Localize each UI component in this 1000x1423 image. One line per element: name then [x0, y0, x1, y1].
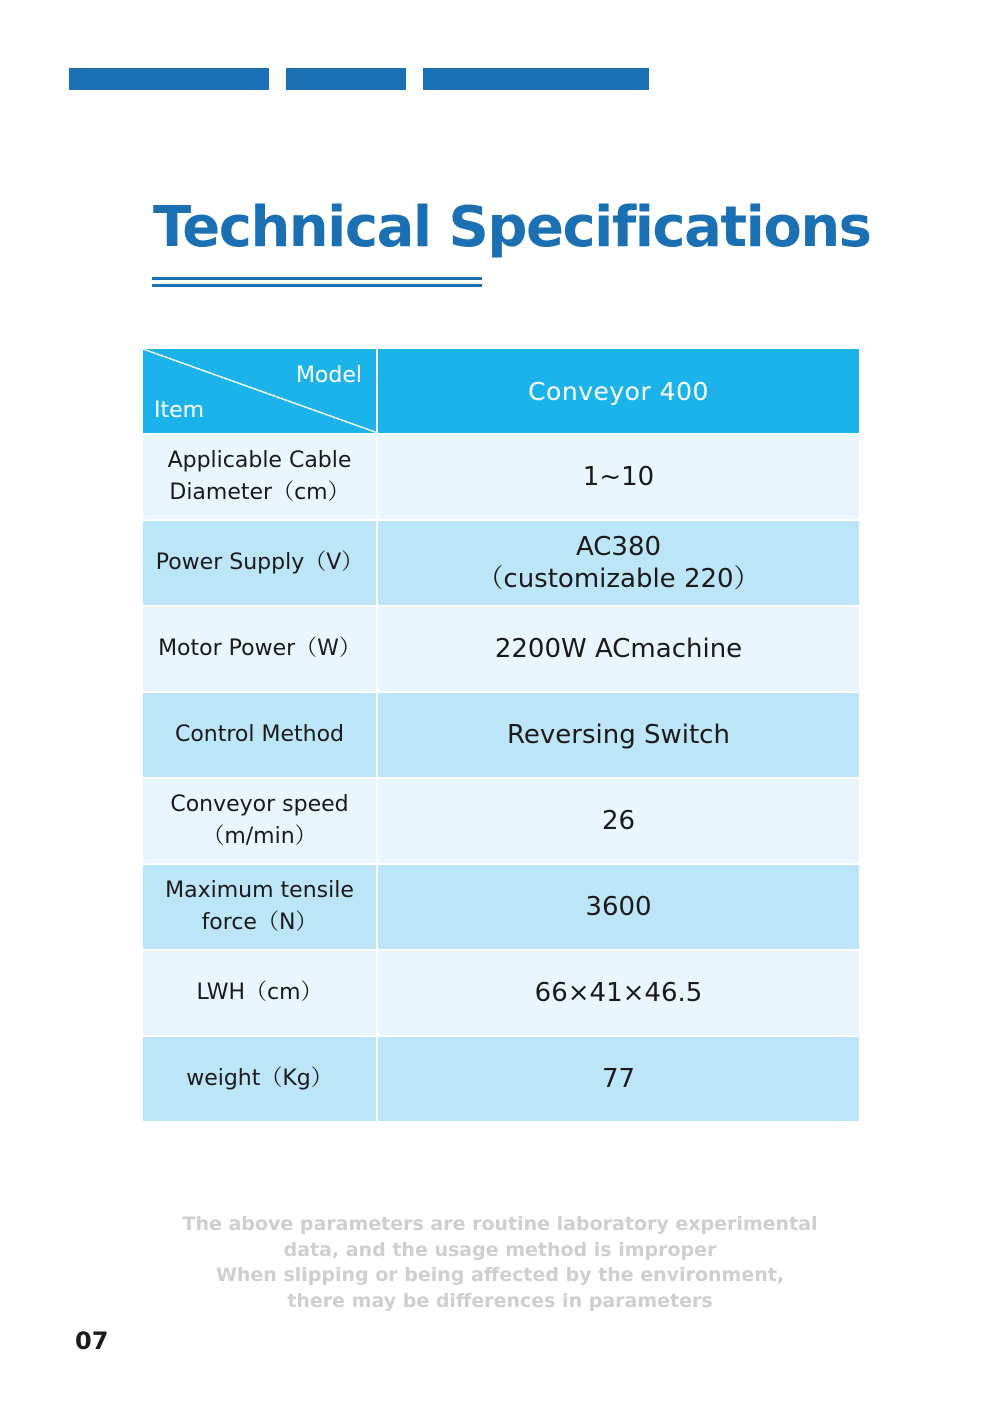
table-header-row — [142, 348, 860, 434]
decorative-top-bar — [423, 68, 649, 90]
spec-value-cell — [377, 692, 860, 778]
spec-value-line: 66×41×46.5 — [534, 978, 703, 1008]
page-title: Technical Specifications — [153, 195, 871, 260]
disclaimer-line: When slipping or being affected by the environment, — [215, 1264, 785, 1286]
spec-table — [141, 347, 861, 1123]
header-corner-cell — [142, 348, 377, 434]
spec-item-cell — [142, 434, 377, 520]
spec-item-cell — [142, 950, 377, 1036]
page-number: 07 — [75, 1327, 109, 1355]
spec-value-line: AC380 — [575, 532, 662, 562]
spec-item-line: Control Method — [174, 722, 345, 747]
spec-item-line: （m/min） — [202, 824, 317, 849]
spec-value-line: 26 — [601, 806, 636, 836]
spec-item-cell — [142, 864, 377, 950]
table-row — [142, 606, 860, 692]
disclaimer-line: there may be differences in parameters — [287, 1289, 713, 1312]
spec-value-cell — [377, 520, 860, 606]
spec-value-cell — [377, 1036, 860, 1122]
spec-item-cell — [142, 778, 377, 864]
disclaimer-line: The above parameters are routine laboratory experimental — [182, 1213, 818, 1235]
spec-value-cell — [377, 778, 860, 864]
spec-item-line: force（N） — [201, 910, 318, 935]
decorative-top-bar — [286, 68, 406, 90]
spec-item-cell — [142, 606, 377, 692]
spec-item-line: Applicable Cable — [167, 448, 352, 473]
spec-value-cell — [377, 606, 860, 692]
spec-item-line: Conveyor speed — [170, 792, 349, 817]
table-row — [142, 950, 860, 1036]
header-item-label: Item — [154, 398, 205, 423]
table-row — [142, 778, 860, 864]
table-row — [142, 864, 860, 950]
spec-item-line: LWH（cm） — [196, 980, 323, 1005]
spec-value-line: 3600 — [585, 892, 652, 922]
spec-value-cell — [377, 950, 860, 1036]
spec-item-line: Diameter（cm） — [169, 480, 350, 505]
spec-item-line: Motor Power（W） — [158, 636, 361, 661]
table-row — [142, 692, 860, 778]
header-model-label: Model — [295, 363, 362, 388]
spec-value-line: 1~10 — [582, 462, 655, 492]
spec-value-line: Reversing Switch — [507, 720, 730, 750]
disclaimer — [100, 1212, 900, 1314]
table-row — [142, 434, 860, 520]
spec-item-cell — [142, 1036, 377, 1122]
title-underline — [152, 277, 482, 280]
spec-item-line: Maximum tensile — [165, 878, 354, 903]
spec-value-line: （customizable 220） — [477, 564, 760, 594]
header-model-value: Conveyor 400 — [377, 348, 860, 434]
spec-item-line: weight（Kg） — [186, 1066, 333, 1091]
table-row — [142, 520, 860, 606]
spec-value-line: 77 — [601, 1064, 636, 1094]
title-underline — [152, 284, 482, 287]
disclaimer-line: data, and the usage method is improper — [283, 1238, 717, 1261]
decorative-top-bar — [69, 68, 269, 90]
spec-item-cell — [142, 520, 377, 606]
spec-item-cell — [142, 692, 377, 778]
spec-value-line: 2200W ACmachine — [494, 634, 743, 664]
spec-item-line: Power Supply（V） — [155, 550, 364, 575]
table-row — [142, 1036, 860, 1122]
spec-value-cell — [377, 864, 860, 950]
spec-value-cell — [377, 434, 860, 520]
spec-table-body — [142, 348, 860, 1122]
